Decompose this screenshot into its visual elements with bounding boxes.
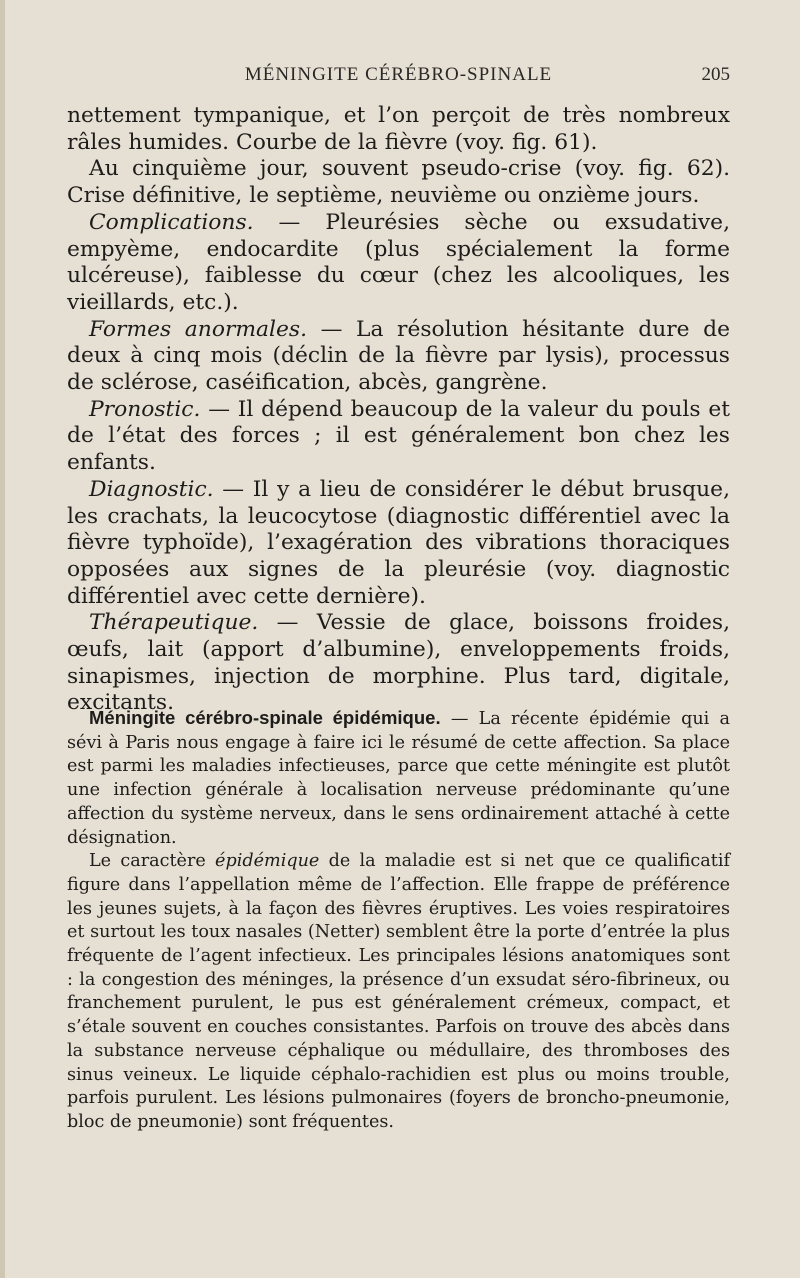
section-meningitis [67,706,730,1135]
lead-prognosis: Pronostic. [89,396,201,422]
page-number: 205 [701,64,730,85]
text-abnormal-forms: — La résolution hésitante dure de deux à cinq mois (déclin de la fièvre par lysis), processus de sclérose, caséification, abcès, gangrène. [67,316,730,396]
text-prognosis: — Il dépend beaucoup de la valeur du pouls et de l’état des forces ; il est généralement bon chez les enfants. [67,396,730,476]
paragraph-crisis: Au cinquième jour, souvent pseudo-crise (voy. fig. 62). Crise définitive, le septième, neuvième ou onzième jours. [67,156,730,209]
paragraph-therapeutics [67,610,730,717]
paragraph-continuation: nettement tympanique, et l’on perçoit de très nombreux râles humides. Courbe de la fièvre (voy. fig. 61). [67,103,730,155]
paragraph-meningitis-intro [67,706,730,850]
paragraph-diagnosis [67,477,730,611]
text-complications: — Pleurésies sèche ou exsudative, empyème, endocardite (plus spécialement la forme ulcéreuse), faiblesse du cœur (chez les alcooliques, les vieillards, etc.). [67,209,730,315]
text-diagnosis: — Il y a lieu de considérer le début brusque, les crachats, la leucocytose (diagnostic différentiel avec la fièvre typhoïde), l’exagération des vibrations thoraciques opposées aux signes de la pleurésie (voy. diagnostic différentiel avec cette dernière). [67,476,730,609]
text-epidemic-before: Le caractère [89,851,216,872]
lead-abnormal-forms: Formes anormales. [89,316,308,342]
text-therapeutics: — Vessie de glace, boissons froides, œufs, lait (apport d’albumine), enveloppements froids, sinapismes, injection de morphine. Plus tard, digitale, excitants. [67,610,730,716]
page-header [67,64,730,94]
paragraph-abnormal-forms [67,317,730,397]
paragraph-epidemic-character [67,850,730,1134]
lead-therapeutics: Thérapeutique. [89,610,259,636]
text-epidemic-after: de la maladie est si net que ce qualificatif figure dans l’appellation même de l’affection. Elle frappe de préférence les jeunes sujets, à la façon des fièvres éruptives. Les voies respiratoires et surtout les toux nasales (Netter) semblent être la porte d’entrée la plus fréquente de l’agent infectieux. Les principales lésions anatomiques sont : la congestion des méninges, la présence d’un exsudat séro-fibrineux, ou franchement purulent, le pus est généralement crémeux, compact, et s’étale souvent en couches consistantes. Parfois on trouve des abcès dans la substance nerveuse céphalique ou médullaire, des thromboses des sinus veineux. Le liquide céphalo-rachidien est plus ou moins trouble, parfois purulent. Les lésions pulmonaires (foyers de broncho-pneumonie, bloc de pneumonie) sont fréquentes. [67,851,730,1132]
page-edge [0,0,5,1278]
text-meningitis-intro: — La récente épidémie qui a sévi à Paris nous engage à faire ici le résumé de cette affection. Sa place est parmi les maladies infectieuses, parce que cette méningite est plutôt une infection générale à localisation nerveuse prédominante qu’une affection du système nerveux, dans le sens ordinairement attaché à cette désignation. [67,709,730,848]
section-pneumonia-text [67,103,730,717]
running-title: MÉNINGITE CÉRÉBRO-SPINALE [244,64,553,85]
paragraph-complications [67,210,730,317]
section-title: Méningite cérébro-spinale épidémique. [89,707,441,728]
lead-diagnosis: Diagnostic. [89,476,214,502]
text-epidemic-emphasis: épidémique [215,851,320,872]
lead-complications: Complications. [89,209,254,235]
paragraph-prognosis [67,397,730,477]
